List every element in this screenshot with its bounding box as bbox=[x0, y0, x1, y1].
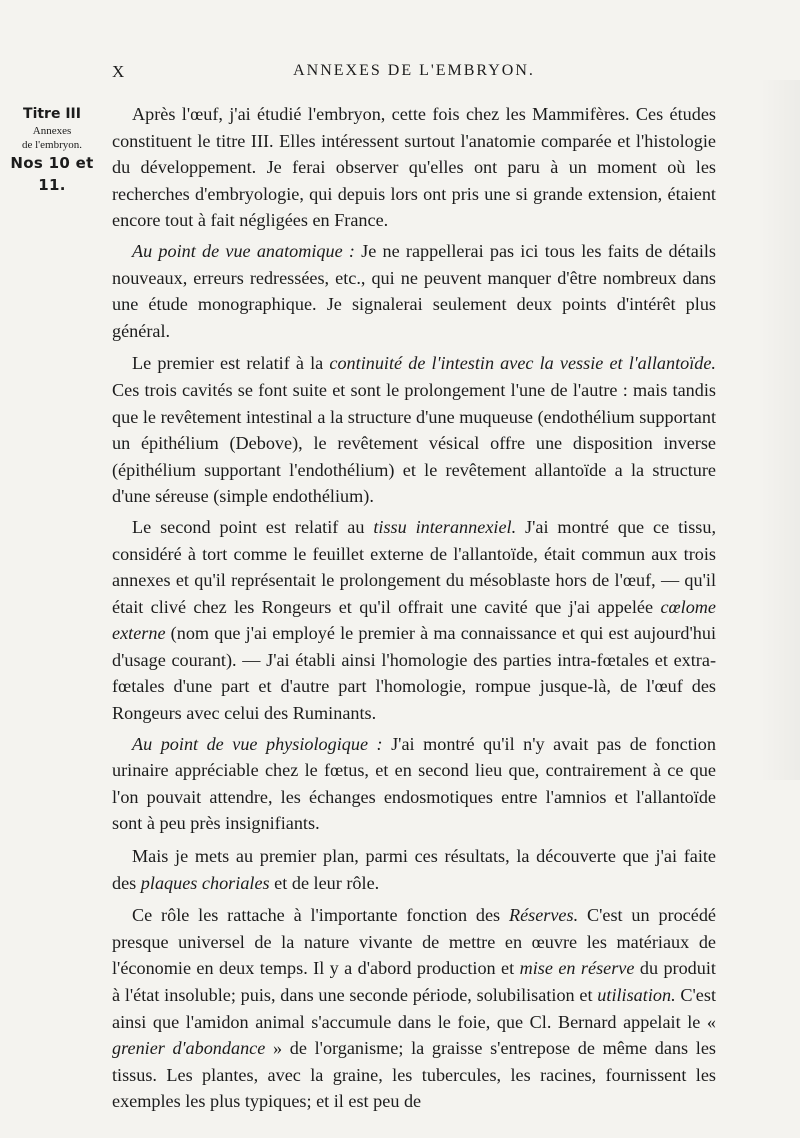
margin-note-subtitle-2: de l'embryon. bbox=[21, 139, 83, 151]
paragraph-1-text: Après l'œuf, j'ai étudié l'embryon, cette fois chez les Mammifères. Ces études constituent le titre III. Elles intéressent surtout l'anatomie comparée et l'histologie du développement. Je ferai observer qu'elles ont paru à un moment où les recherches d'embryologie, qui depuis lors ont pris une si grande extension, étaient encore tout à fait négligées en France. bbox=[112, 104, 716, 231]
running-title: ANNEXES DE L'EMBRYON. bbox=[293, 62, 535, 79]
paragraph-3 bbox=[112, 350, 716, 510]
paragraph-7-emphasis-a: Réserves. bbox=[508, 905, 579, 926]
margin-note-numbers: Nos 10 et 11. bbox=[10, 154, 94, 194]
margin-note bbox=[4, 104, 100, 196]
paragraph-3-text-a: Le premier est relatif à la bbox=[132, 353, 330, 374]
paragraph-4-text-c: (nom que j'ai employé le premier à ma connaissance et qui est aujourd'hui d'usage courant). — J'ai établi ainsi l'homologie des parties intra-fœtales et extra-fœtales d'une part et d'autre part l'homologie, rompue jusque-là, de l'œuf des Rongeurs avec celui des Ruminants. bbox=[112, 623, 716, 724]
page-edge-shadow bbox=[760, 80, 800, 780]
paragraph-5-text: J'ai montré qu'il n'y avait pas de fonction urinaire appréciable chez le fœtus, et en second lieu que, contrairement à ce que l'on pouvait attendre, les échanges endosmotiques entre l'amnios et l'allantoïde sont à peu près insignifiants. bbox=[112, 733, 716, 834]
paragraph-7-text-b: C'est un procédé presque universel de la nature vivante de mettre en œuvre les matériaux de l'économie en deux temps. Il y a d'abord production et bbox=[112, 905, 716, 979]
paragraph-6-text-b: et de leur rôle. bbox=[269, 872, 380, 893]
paragraph-2-heading: Au point de vue anatomique : bbox=[132, 240, 355, 261]
paragraph-7-emphasis-d: grenier d'abondance bbox=[112, 1038, 266, 1059]
paragraph-5 bbox=[112, 731, 716, 837]
paragraph-6-emphasis: plaques choriales bbox=[140, 872, 270, 893]
page-number: X bbox=[112, 62, 125, 81]
paragraph-5-heading: Au point de vue physiologique : bbox=[132, 733, 383, 754]
paragraph-7-text-d: C'est ainsi que l'amidon animal s'accumule dans le foie, que Cl. Bernard appelait le « bbox=[112, 985, 716, 1032]
paragraph-4-text-b: J'ai montré que ce tissu, considéré à tort comme le feuillet externe de l'allantoïde, était commun aux trois annexes et qu'il représentait le prolongement du mésoblaste hors de l'œuf, — qu'il était clivé chez les Rongeurs et qu'il offrait une cavité que j'ai appelée bbox=[112, 516, 716, 617]
paragraph-3-emphasis: continuité de l'intestin avec la vessie et l'allantoïde. bbox=[329, 353, 716, 374]
paragraph-1 bbox=[112, 101, 716, 234]
paragraph-7-text-a: Ce rôle les rattache à l'importante fonction des bbox=[132, 905, 509, 926]
paragraph-4-emphasis-b: cœlome externe bbox=[112, 596, 716, 644]
paragraph-2 bbox=[112, 238, 716, 344]
margin-note-title: Titre III bbox=[23, 106, 81, 122]
paragraph-7-emphasis-b: mise en réserve bbox=[519, 958, 635, 979]
paragraph-7-emphasis-c: utilisation. bbox=[597, 985, 676, 1005]
paragraph-4-emphasis-a: tissu interannexiel. bbox=[373, 516, 517, 537]
paragraph-3-text-b: Ces trois cavités se font suite et sont le prolongement l'une de l'autre : mais tandis que le revêtement intestinal a la structure d'une muqueuse (endothélium supportant un épithélium (Debove), le revêtement vésical offre une disposition inverse (épithélium supportant l'endothélium) et le revêtement allantoïde a la structure d'une séreuse (simple endothélium). bbox=[112, 379, 716, 507]
paragraph-7 bbox=[112, 902, 716, 1115]
paragraph-6 bbox=[112, 843, 716, 896]
margin-note-subtitle-1: Annexes bbox=[32, 125, 72, 137]
page-header bbox=[112, 62, 716, 90]
body-text bbox=[112, 101, 716, 1119]
paragraph-7-text-e: » de l'organisme; la graisse s'entrepose de même dans les tissus. Les plantes, avec la graine, les tubercules, les racines, fournissent les exemples les plus typiques; et il est peu de bbox=[112, 1038, 716, 1112]
paragraph-6-text-a: Mais je mets au premier plan, parmi ces résultats, la découverte que j'ai faite des bbox=[112, 846, 716, 893]
paragraph-7-text-c: du produit à l'état insoluble; puis, dans une seconde période, solubilisation et bbox=[112, 958, 716, 1005]
paragraph-4 bbox=[112, 514, 716, 727]
paragraph-2-text: Je ne rappellerai pas ici tous les faits de détails nouveaux, erreurs redressées, etc., qui ne peuvent manquer d'être nombreux dans une étude monographique. Je signalerai seulement deux points d'intérêt plus général. bbox=[112, 240, 716, 341]
paragraph-4-text-a: Le second point est relatif au bbox=[132, 516, 374, 537]
